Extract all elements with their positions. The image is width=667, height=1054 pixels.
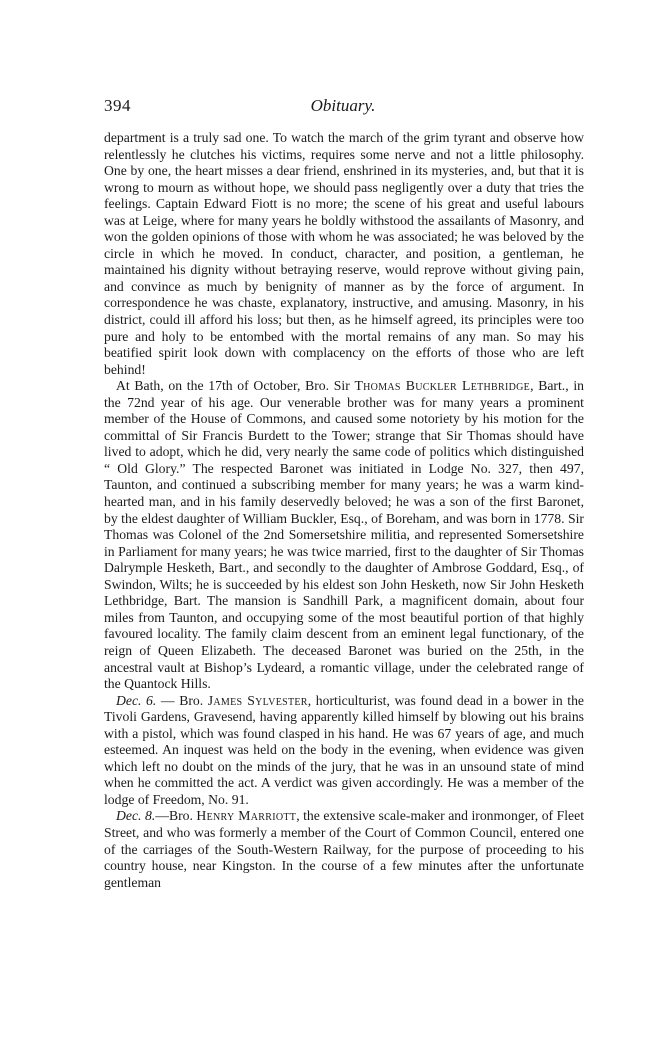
person-name: Henry Marriott	[196, 808, 297, 824]
person-name: James Sylvester	[207, 692, 308, 708]
entry-date: Dec. 8.	[116, 808, 156, 824]
person-name: Thomas Buckler Lethbridge	[354, 378, 531, 394]
paragraph-lethbridge	[104, 378, 584, 692]
paragraph-fiott	[104, 130, 584, 378]
paragraph-text: , the extensive scale-maker and ironmonger, of Fleet Street, and who was formerly a member of the Court of Common Council, entered one of the carriages of the South-Western Railway, for the purpose of proceeding to his country house, near Kingston. In the course of a few minutes after the unfortunate gentleman	[104, 808, 584, 890]
running-title: Obituary.	[310, 96, 376, 115]
paragraph-lead: — Bro.	[156, 692, 208, 708]
paragraph-text: , Bart., in the 72nd year of his age. Our venerable brother was for many years a prominent member of the House of Commons, and caused some notoriety by his motion for the committal of Sir Francis Burdett to the Tower; strange that Sir Thomas should have lived to adopt, which he did, very nearly the same code of politics which distinguished “ Old Glory.” The respected Baronet was initiated in Lodge No. 327, then 497, Taunton, and continued a subscribing member for many years; he was a warm kind-hearted man, and in his family deservedly beloved; he was a son of the first Baronet, by the eldest daughter of William Buckler, Esq., of Boreham, and was born in 1778. Sir Thomas was Colonel of the 2nd Somersetshire militia, and represented Somersetshire in Parliament for many years; he was twice married, first to the daughter of Sir Thomas Dalrymple Hesketh, Bart., and secondly to the daughter of Ambrose Goddard, Esq., of Swindon, Wilts; he is succeeded by his eldest son John Hesketh, now Sir John Hesketh Lethbridge, Bart. The mansion is Sandhill Park, a magnificent domain, about four miles from Taunton, and occupying some of the most beautiful portion of that highly favoured locality. The family claim descent from an eminent legal functionary, of the reign of Queen Elizabeth. The deceased Baronet was buried on the 25th, in the ancestral vault at Bishop’s Lydeard, a romantic village, under the celebrated range of the Quantock Hills.	[104, 378, 584, 692]
running-head	[104, 96, 582, 118]
paragraph-lead: —Bro.	[155, 808, 197, 824]
body-text	[104, 130, 584, 891]
paragraph-text: , horticulturist, was found dead in a bower in the Tivoli Gardens, Gravesend, having apparently killed himself by blowing out his brains with a pistol, which was found clasped in his hand. He was 67 years of age, and much esteemed. An inquest was held on the body in the evening, when evidence was given which left no doubt on the minds of the jury, that he was in an unsound state of mind when he committed the act. A verdict was given accordingly. He was a member of the lodge of Freedom, No. 91.	[104, 692, 584, 807]
paragraph-marriott	[104, 808, 584, 891]
paragraph-lead: At Bath, on the 17th of October, Bro. Sir	[116, 378, 355, 394]
page-number: 394	[104, 96, 131, 115]
paragraph-text: department is a truly sad one. To watch the march of the grim tyrant and observe how relentlessly he clutches his victims, requires some nerve and not a little philosophy. One by one, the heart misses a dear friend, enshrined in its mysteries, and, but that it is wrong to mourn as without hope, we should pass negligently over a duty that tries the feelings. Captain Edward Fiott is no more; the scene of his great and useful labours was at Leige, where for many years he boldly withstood the assailants of Masonry, and won the golden opinions of those with whom he was associated; he was beloved by the circle in which he moved. In conduct, character, and position, a gentleman, he maintained his dignity without betraying reserve, would reprove without giving pain, and convince as much by benignity of manner as by the force of argument. In correspondence he was chaste, explanatory, instructive, and amusing. Masonry, in his district, could ill afford his loss; but then, as he himself agreed, its principles were too pure and holy to be entombed with the mortal remains of any man. So may his beatified spirit look down with complacency on the efforts of those who are left behind!	[104, 130, 584, 377]
paragraph-sylvester	[104, 693, 584, 809]
entry-date: Dec. 6.	[116, 692, 157, 708]
